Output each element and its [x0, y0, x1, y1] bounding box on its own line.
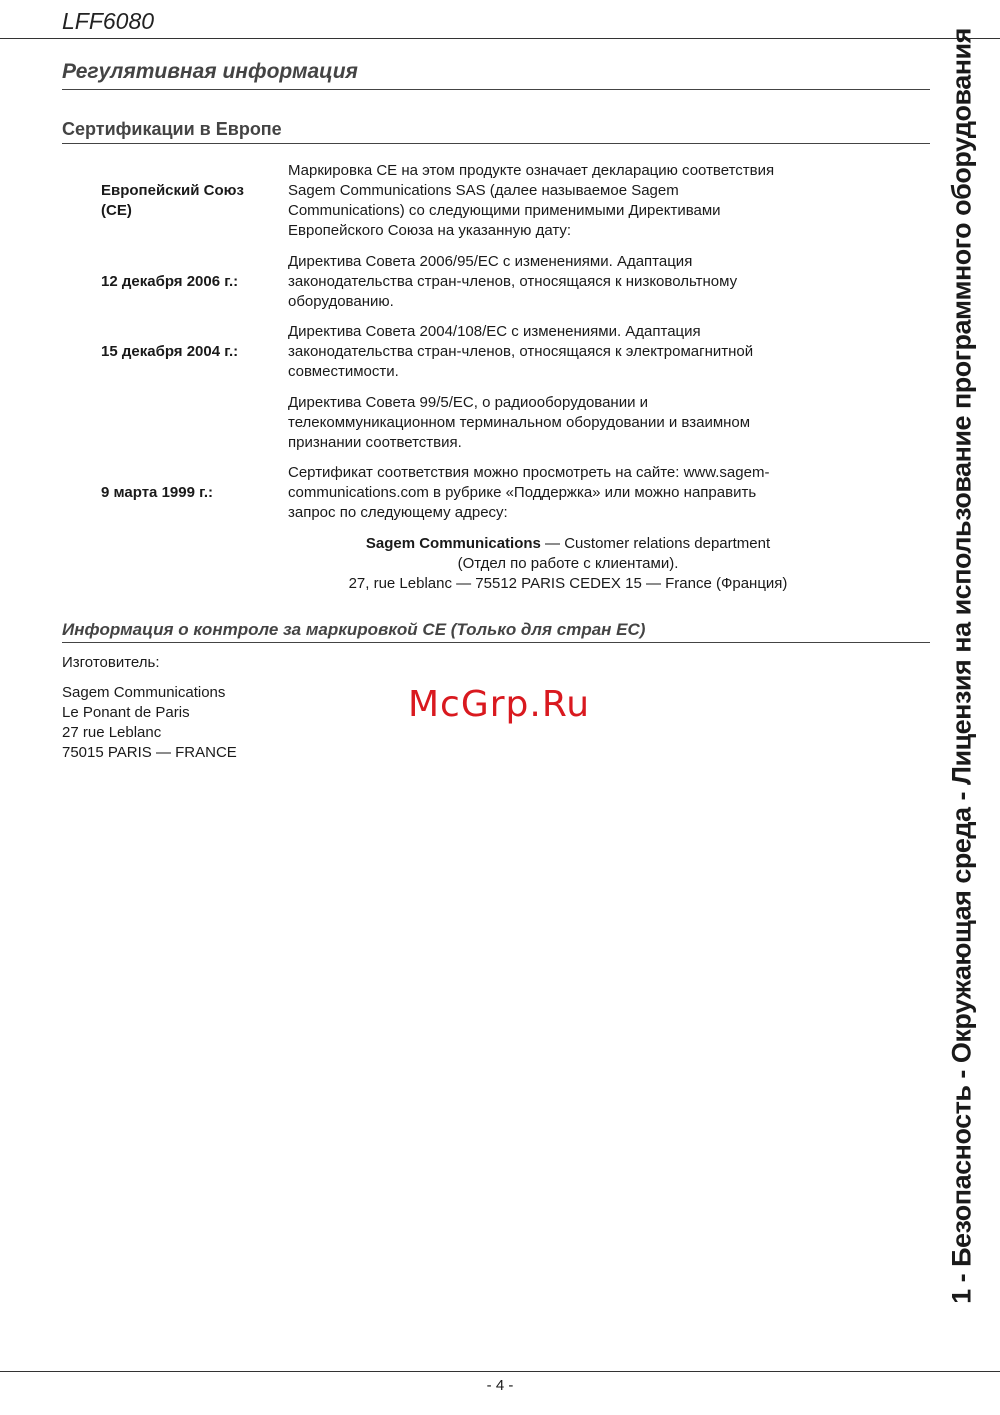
watermark: McGrp.Ru	[408, 684, 591, 725]
page-number: - 4 -	[486, 1377, 514, 1394]
row-text-2004	[288, 322, 848, 382]
row-label-2004	[101, 342, 281, 362]
label-line: 12 декабря 2006 г.:	[101, 273, 239, 290]
row-text-2006	[288, 252, 848, 312]
row-label-1999	[101, 483, 281, 503]
text-line: Европейского Союза на указанную дату:	[288, 222, 572, 239]
side-chapter-title: 1 - Безопасность - Окружающая среда - Лицензия на использование программного оборудования	[946, 28, 977, 1304]
manufacturer-line: Le Ponant de Paris	[62, 704, 190, 721]
text-line: оборудованию.	[288, 293, 394, 310]
row-text-eu	[288, 161, 848, 241]
text-line: Директива Совета 99/5/EC, о радиооборудовании и	[288, 394, 649, 411]
row-label-eu	[101, 181, 281, 221]
text-line: Директива Совета 2004/108/EC с изменениями. Адаптация	[288, 323, 701, 340]
address-line-3: 27, rue Leblanc — 75512 PARIS CEDEX 15 — France (Франция)	[348, 575, 788, 592]
label-line: Европейский Союз	[101, 182, 244, 199]
text-line: запрос по следующему адресу:	[288, 504, 508, 521]
label-line: (CE)	[101, 202, 132, 219]
row-text-99-5	[288, 393, 848, 453]
label-line: 15 декабря 2004 г.:	[101, 343, 239, 360]
page-title: Регулятивная информация	[62, 60, 358, 83]
text-line: законодательства стран-членов, относящаяся к низковольтному	[288, 273, 738, 290]
text-line: совместимости.	[288, 363, 399, 380]
text-line: Сертификат соответствия можно просмотреть на сайте: www.sagem-	[288, 464, 770, 481]
header-divider	[0, 38, 1000, 39]
document-model: LFF6080	[62, 8, 155, 34]
contact-address	[288, 534, 848, 594]
row-label-2006	[101, 272, 281, 292]
manufacturer-line: Sagem Communications	[62, 684, 226, 701]
section-heading-eu: Сертификации в Европе	[62, 119, 282, 139]
label-line: 9 марта 1999 г.:	[101, 484, 214, 501]
row-text-1999	[288, 463, 848, 523]
section-divider-ce	[62, 642, 930, 643]
manufacturer-line: 27 rue Leblanc	[62, 724, 162, 741]
department-text: — Customer relations department	[540, 535, 771, 552]
address-line-2: (Отдел по работе с клиентами).	[457, 555, 679, 572]
section-divider-eu	[62, 143, 930, 144]
manufacturer-label: Изготовитель:	[62, 654, 160, 671]
section-heading-ce: Информация о контроле за маркировкой CE (Только для стран ЕС)	[62, 620, 646, 639]
title-divider	[62, 89, 930, 90]
text-line: законодательства стран-членов, относящаяся к электромагнитной	[288, 343, 754, 360]
text-line: телекоммуникационном терминальном оборудовании и взаимном	[288, 414, 751, 431]
text-line: Sagem Communications SAS (далее называемое Sagem	[288, 182, 679, 199]
manufacturer-line: 75015 PARIS — FRANCE	[62, 744, 237, 761]
text-line: Директива Совета 2006/95/EC с изменениями. Адаптация	[288, 253, 693, 270]
manufacturer-address	[62, 683, 237, 763]
footer-divider	[0, 1371, 1000, 1372]
text-line: Маркировка CE на этом продукте означает декларацию соответствия	[288, 162, 775, 179]
address-line-1	[288, 534, 848, 554]
company-name: Sagem Communications	[365, 535, 541, 552]
text-line: признании соответствия.	[288, 434, 462, 451]
text-line: communications.com в рубрике «Поддержка» или можно направить	[288, 484, 757, 501]
text-line: Communications) со следующими применимыми Директивами	[288, 202, 721, 219]
